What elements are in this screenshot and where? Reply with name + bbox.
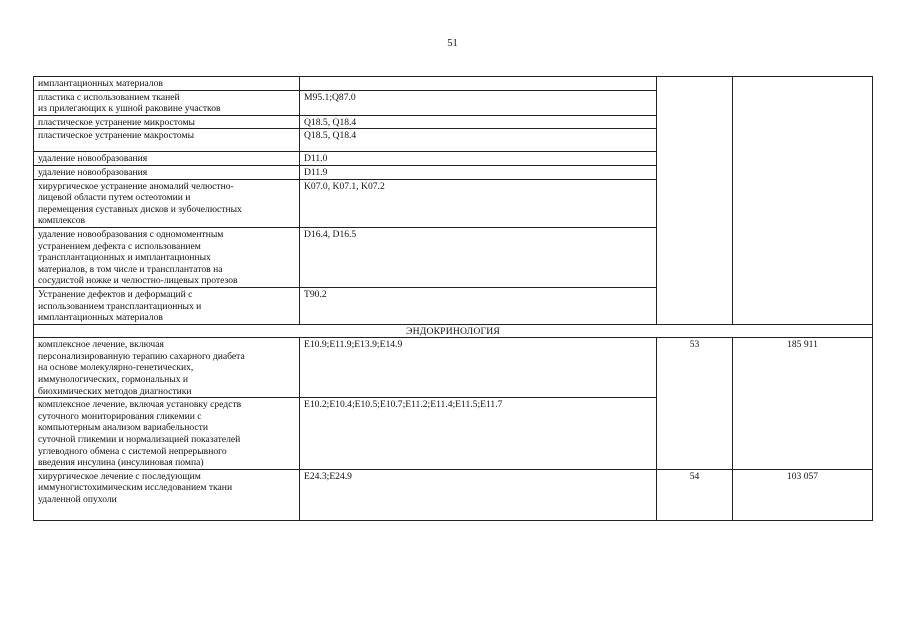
method-text: Устранение дефектов и деформаций с использованием трансплантационных и имплантационных материалов <box>38 288 202 324</box>
icd-codes-text: Q18.5, Q18.4 <box>304 116 357 128</box>
method-cell <box>34 287 300 324</box>
method-cell <box>34 77 300 91</box>
method-cell <box>34 469 300 520</box>
section-title: ЭНДОКРИНОЛОГИЯ <box>34 324 873 338</box>
icd-codes-cell <box>300 227 657 287</box>
amount-cell: 103 057 <box>733 469 873 520</box>
section-row <box>34 324 873 338</box>
icd-codes-cell <box>300 152 657 166</box>
method-text: комплексное лечение, включая персонализированную терапию сахарного диабета на основе молекулярно-генетических, иммунологических, гормональных и биохимических методов диагностики <box>38 339 245 397</box>
icd-codes-cell <box>300 129 657 152</box>
method-text: комплексное лечение, включая установку средств суточного мониторирования гликемии с компьютерным анализом вариабельности суточной гликемии и нормализацией показателей углеводного обмена с системой непрерывного введения инсулина (инсулиновая помпа) <box>38 399 242 469</box>
table-row <box>34 469 873 520</box>
icd-codes-cell <box>300 77 657 91</box>
icd-codes-cell <box>300 115 657 129</box>
icd-codes-cell <box>300 90 657 115</box>
method-text: хирургическое устранение аномалий челюстно- лицевой области путем остеотомии и перемещения суставных дисков и зубочелюстных комплексов <box>38 180 242 227</box>
method-cell <box>34 165 300 179</box>
icd-codes-cell <box>300 165 657 179</box>
icd-codes-cell <box>300 179 657 227</box>
icd-codes-text: D16.4, D16.5 <box>304 228 357 240</box>
method-text: пластика с использованием тканей из прилегающих к ушной раковине участков <box>38 91 221 115</box>
icd-codes-cell <box>300 398 657 470</box>
method-text: пластическое устранение макростомы <box>38 130 195 142</box>
table-row <box>34 77 873 91</box>
method-text: удаление новообразования <box>38 153 148 165</box>
method-text: имплантационных материалов <box>38 78 163 89</box>
amount-cell: 185 911 <box>733 338 873 470</box>
method-cell <box>34 338 300 398</box>
icd-codes-text: D11.9 <box>304 166 328 178</box>
group-number-cell <box>657 77 733 325</box>
method-text: пластическое устранение микростомы <box>38 116 195 128</box>
group-number-cell: 54 <box>657 469 733 520</box>
method-text: удаление новообразования с одномоментным устранением дефекта с использованием трансплантационных и имплантационных материалов, в том числе и трансплантатов на сосудистой ножке и челюстно-лицевых протезов <box>38 228 238 287</box>
amount-cell <box>733 77 873 325</box>
method-cell <box>34 179 300 227</box>
page-number: 51 <box>447 38 458 49</box>
icd-codes-text: K07.0, K07.1, K07.2 <box>304 180 385 192</box>
icd-codes-text: Q18.5, Q18.4 <box>304 130 357 142</box>
method-cell <box>34 115 300 129</box>
group-number-cell: 53 <box>657 338 733 470</box>
icd-codes-cell <box>300 469 657 520</box>
method-cell <box>34 90 300 115</box>
icd-codes-text: E10.9;E11.9;E13.9;E14.9 <box>304 339 403 351</box>
method-cell <box>34 398 300 470</box>
icd-codes-text: M95.1;Q87.0 <box>304 91 356 103</box>
method-cell <box>34 227 300 287</box>
icd-codes-cell <box>300 287 657 324</box>
method-text: хирургическое лечение с последующим иммуногистохимическим исследованием ткани удаленной опухоли <box>38 470 233 505</box>
method-text: удаление новообразования <box>38 166 148 178</box>
icd-codes-text: E10.2;E10.4;E10.5;E10.7;E11.2;E11.4;E11.5;E11.7 <box>304 399 503 411</box>
method-cell <box>34 129 300 152</box>
method-cell <box>34 152 300 166</box>
icd-codes-cell <box>300 338 657 398</box>
icd-codes-text: D11.0 <box>304 153 328 165</box>
icd-codes-text: E24.3;E24.9 <box>304 470 352 482</box>
table-row <box>34 338 873 398</box>
procedures-table <box>33 76 873 521</box>
icd-codes-text: T90.2 <box>304 288 327 300</box>
